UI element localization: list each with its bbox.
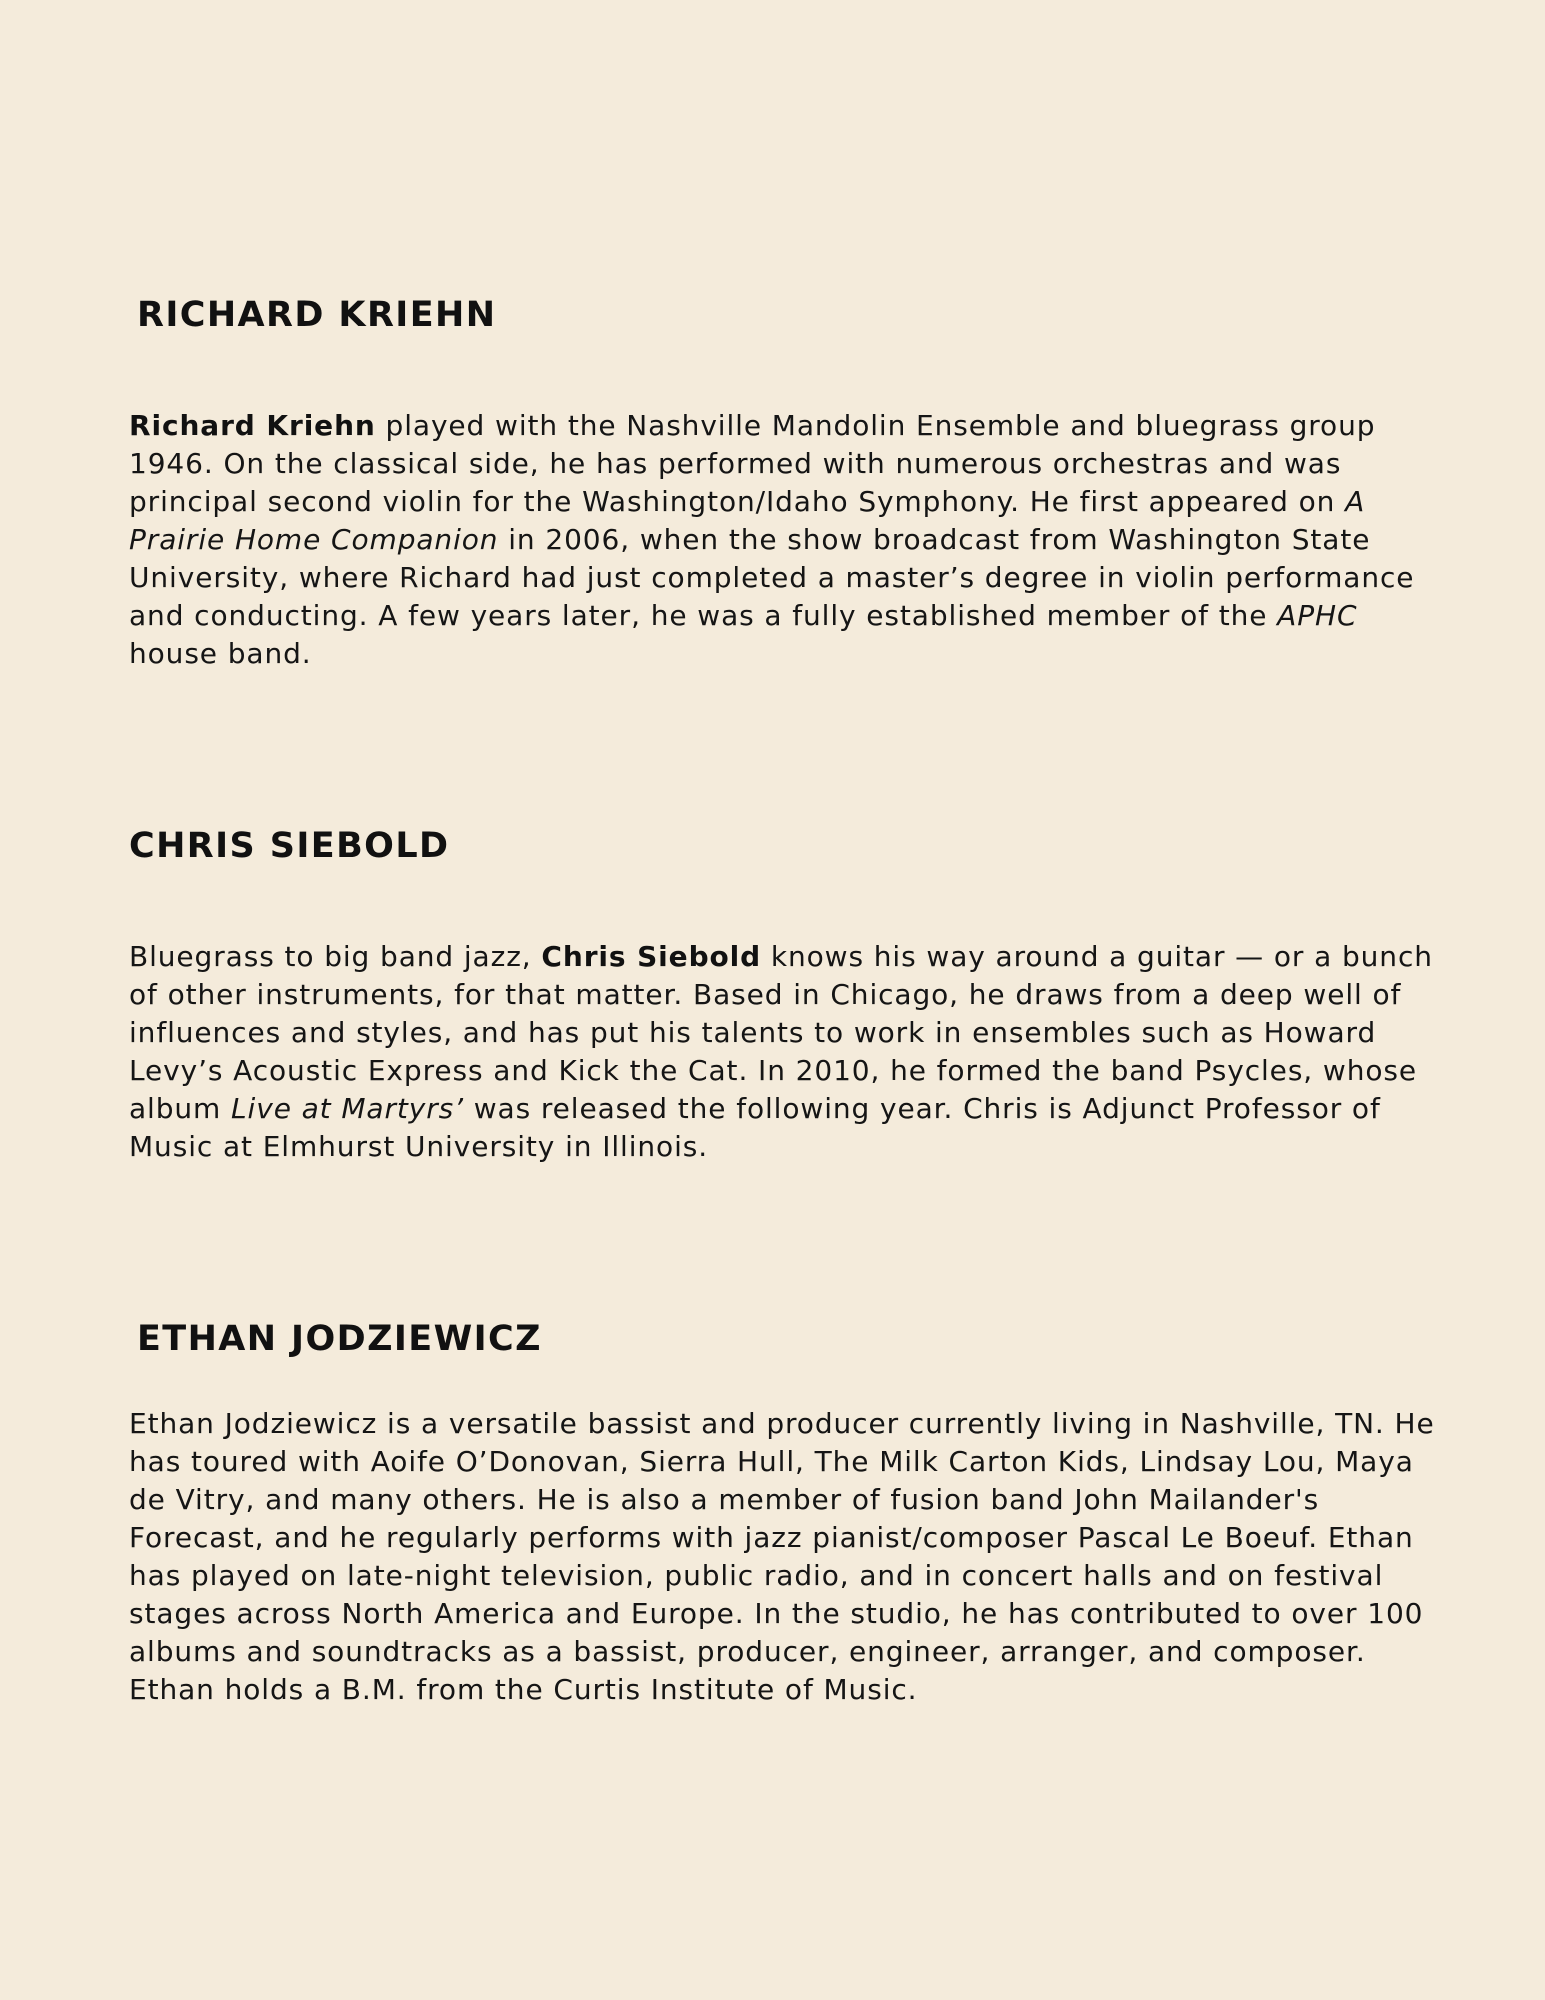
bio-bold-name: Chris Siebold — [541, 940, 762, 973]
bio-text: was released the following year. Chris is Adjunct Professor of Music at Elmhurst University in Illinois. — [129, 1092, 1381, 1163]
bio-text: played with the Nashville Mandolin Ensemble and bluegrass group 1946. On the classical side, he has performed with numerous orchestras and was principal second violin for the Washington/Idaho Symphony. He first appeared on — [129, 409, 1376, 518]
bio-chris-siebold — [129, 826, 1439, 1163]
bio-text: Bluegrass to big band jazz, — [129, 940, 542, 973]
bio-text: knows his way around a guitar — or a bunch of other instruments, for that matter. Based in Chicago, he draws from a deep well of influences and styles, and has put his talents to work in ensembles such as Howard Levy’s Acoustic Express and Kick the Cat. In 2010, he formed the band Psycles, whose album — [129, 940, 1433, 1125]
bio-paragraph — [129, 938, 1439, 1166]
bio-text: house band. — [129, 637, 312, 670]
bio-heading: ETHAN JODZIEWICZ — [137, 1319, 542, 1359]
bio-heading: RICHARD KRIEHN — [137, 295, 497, 335]
bio-ethan-jodziewicz — [129, 1319, 1439, 1706]
bio-paragraph — [129, 1405, 1439, 1709]
bio-italic-title: APHC — [1277, 599, 1358, 632]
bio-text: in 2006, when the show broadcast from Washington State University, where Richard had just completed a master’s degree in violin performance and conducting. A few years later, he was a fully established member of the — [129, 523, 1415, 632]
bio-text: Ethan Jodziewicz is a versatile bassist and producer currently living in Nashville, TN. He has toured with Aoife O’Donovan, Sierra Hull, The Milk Carton Kids, Lindsay Lou, Maya de Vitry, and many others. He is also a member of fusion band John Mailander's Forecast, and he regularly performs with jazz pianist/composer Pascal Le Boeuf. Ethan has played on late-night television, public radio, and in concert halls and on festival stages across North America and Europe. In the studio, he has contributed to over 100 albums and soundtracks as a bassist, producer, engineer, arranger, and composer. Ethan holds a B.M. from the Curtis Institute of Music. — [129, 1407, 1435, 1706]
bio-bold-name: Richard Kriehn — [129, 409, 376, 442]
bio-heading: CHRIS SIEBOLD — [129, 826, 450, 866]
bio-italic-title: Live at Martyrs’ — [231, 1092, 464, 1125]
bio-italic-title: A Prairie Home Companion — [129, 485, 1366, 556]
bio-richard-kriehn — [129, 295, 1439, 670]
bio-paragraph — [129, 407, 1439, 673]
